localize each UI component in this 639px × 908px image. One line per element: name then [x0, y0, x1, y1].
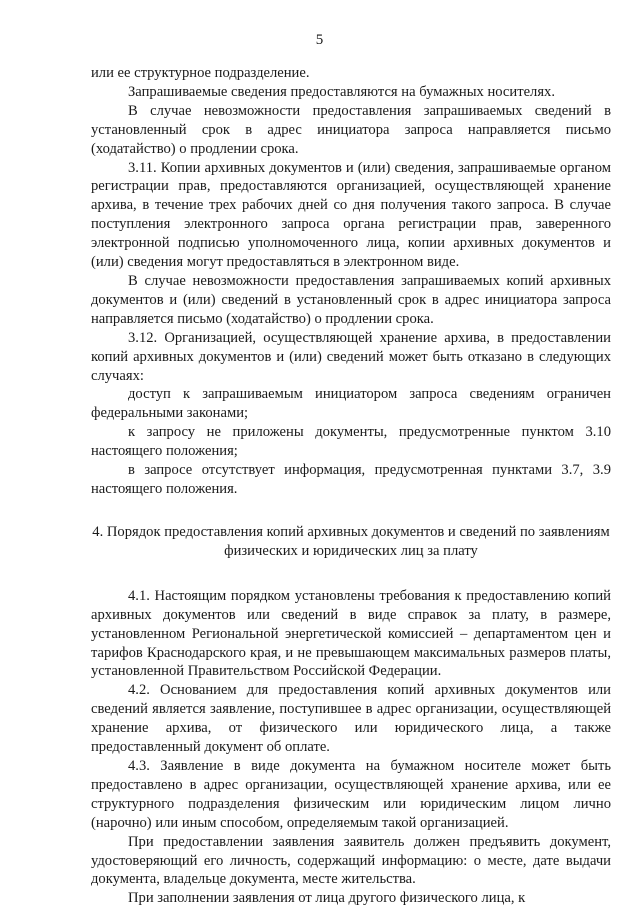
paragraph: в запросе отсутствует информация, предусмотренная пунктами 3.7, 3.9 настоящего положения. — [91, 462, 611, 497]
paragraph: Запрашиваемые сведения предоставляются на бумажных носителях. — [128, 83, 556, 100]
paragraph: В случае невозможности предоставления запрашиваемых сведений в установленный срок в адрес инициатора запроса направляется письмо (ходатайство) о продлении срока. — [91, 102, 611, 157]
paragraph: 4.2. Основанием для предоставления копий архивных документов или сведений является заявление, поступившее в адрес организации, осуществляющей хранение архива, от физического или юридического лица, а также предоставленный документ об оплате. — [91, 682, 611, 756]
paragraph: доступ к запрашиваемым инициатором запроса сведениям ограничен федеральными законами; — [91, 386, 611, 422]
paragraph: к запросу не приложены документы, предусмотренные пунктом 3.10 настоящего положения; — [91, 424, 611, 460]
paragraph: 4.1. Настоящим порядком установлены требования к предоставлению копий архивных документов или сведений в виде справок за плату, в размере, установленном Региональной энергетической комиссией – департаментом цен и тарифов Краснодарского края, и не превышающем максимальных размеров платы, установленной Правительством Российской Федерации. — [91, 587, 611, 680]
page-number: 5 — [315, 32, 324, 48]
paragraph: 4.3. Заявление в виде документа на бумажном носителе может быть предоставлено в адрес организации, осуществляющей хранение архива, или ее структурного подразделения физическим или юридическим лицом лично (нарочно) или иным способом, определяемым такой организацией. — [91, 758, 611, 831]
document-body — [91, 64, 611, 908]
section-title: 4. Порядок предоставления копий архивных документов и сведений по заявлениям физических и юридических лиц за плату — [92, 523, 610, 559]
paragraph: 3.12. Организацией, осуществляющей хранение архива, в предоставлении копий архивных документов и (или) сведений может быть отказано в следующих случаях: — [91, 329, 611, 384]
paragraph: При предоставлении заявления заявитель должен предъявить документ, удостоверяющий его личность, содержащий информацию: о месте, дате выдачи документа, владельце документа, месте жительства. — [91, 833, 611, 888]
paragraph: или ее структурное подразделение. — [91, 65, 310, 81]
paragraph: При заполнении заявления от лица другого физического лица, к — [128, 890, 526, 907]
paragraph: В случае невозможности предоставления запрашиваемых копий архивных документов и (или) сведений в установленный срок в адрес инициатора запроса направляется письмо (ходатайство) о продлении срока. — [91, 272, 611, 327]
paragraph: 3.11. Копии архивных документов и (или) сведения, запрашиваемые органом регистрации прав, предоставляются организацией, осуществляющей хранение архива, в течение трех рабочих дней со дня получения такого запроса. В случае поступления электронного запроса органа регистрации прав, заверенного электронной подписью уполномоченного лица, копии архивных документов и (или) сведения могут предоставляться в электронном виде. — [91, 159, 611, 271]
